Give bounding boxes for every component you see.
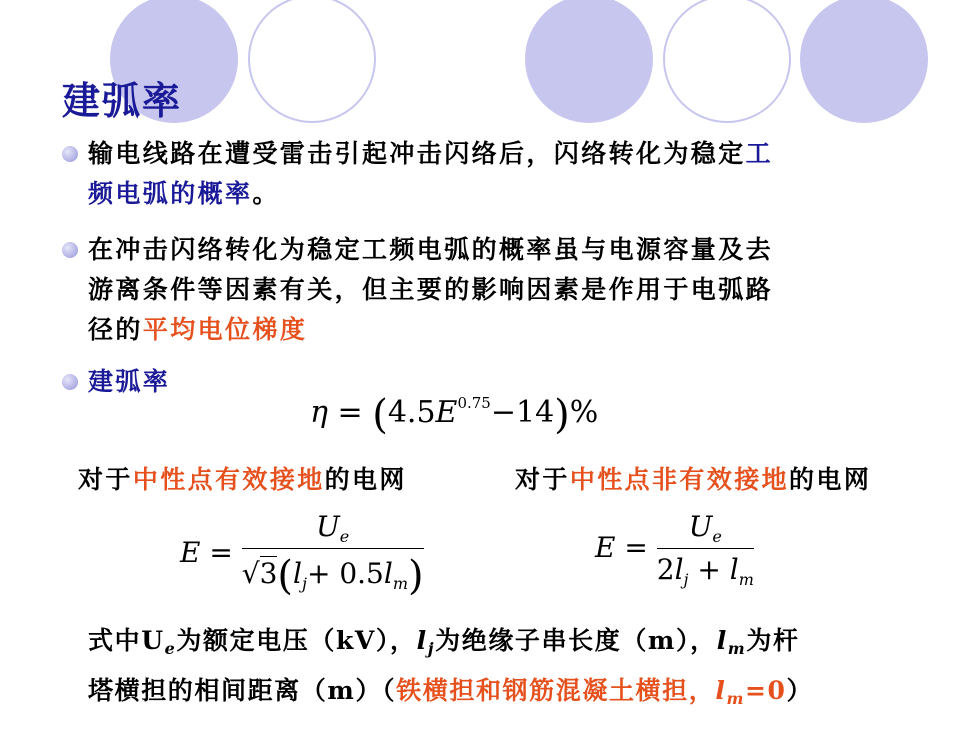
note-p5: l <box>716 626 728 655</box>
note-p9: l <box>715 676 727 705</box>
formula-left-paren-open: ( <box>277 553 294 599</box>
formula-eta: η <box>310 395 328 430</box>
note-p1: 式中U <box>88 626 165 655</box>
bullet-3-text: 建弧率 <box>88 367 171 396</box>
formula-left-root: 3 <box>259 557 278 590</box>
formula-left-denominator <box>242 549 424 599</box>
formula-left-lm-sub: m <box>392 574 408 593</box>
note-p2: 为额定电压（kV）， <box>176 626 417 655</box>
bullet-1-highlight-a: 工 <box>745 139 774 168</box>
note-p6: 为杆 <box>746 626 800 655</box>
formula-right-denominator <box>657 549 754 589</box>
bullet-text-2 <box>88 230 928 350</box>
note-p10: =0 <box>745 676 787 705</box>
formula-right-lj: l <box>674 553 684 586</box>
formula-arc-rate <box>310 392 598 438</box>
note-p4: 为绝缘子串长度（m）， <box>435 626 717 655</box>
label-effective-grounding <box>78 460 407 500</box>
bullet-1-text-b: 。 <box>252 179 280 208</box>
note-p8: 铁横担和钢筋混凝土横担， <box>396 676 716 705</box>
formula-note <box>88 620 968 720</box>
decor-circle-2 <box>248 0 376 123</box>
paren-open: ( <box>372 392 388 438</box>
label-right-prefix: 对于 <box>515 465 570 494</box>
note-p3-sub: j <box>427 639 436 658</box>
paren-close: ) <box>554 392 570 438</box>
bullet-2-highlight: 平均电位梯度 <box>142 315 308 344</box>
note-p3: l <box>416 626 428 655</box>
decor-circle-3 <box>525 0 653 123</box>
formula-left-U: U <box>316 510 340 543</box>
formula-left-eq: = <box>209 536 233 569</box>
formula-right-coef: 2 <box>656 553 675 586</box>
formula-minus14: −14 <box>490 395 555 430</box>
formula-exp: 0.75 <box>457 394 491 412</box>
bullet-dot-3 <box>62 374 78 390</box>
formula-right-plus: + <box>697 553 721 586</box>
formula-coef: 4.5 <box>387 395 436 430</box>
note-p7: 塔横担的相间距离（m）（ <box>88 676 397 705</box>
note-p9-sub: m <box>726 689 745 708</box>
bullet-dot-2 <box>62 242 78 258</box>
bullet-2-line-3: 径的 <box>88 315 143 344</box>
formula-right-lm: l <box>729 553 739 586</box>
formula-right-E: E <box>595 531 616 564</box>
formula-right-U: U <box>688 510 713 543</box>
decor-circle-5 <box>800 0 928 123</box>
formula-right-lm-sub: m <box>738 570 754 589</box>
formula-left-U-sub: e <box>339 527 350 546</box>
label-non-effective-grounding <box>515 460 871 500</box>
formula-right <box>595 510 754 589</box>
formula-right-fraction <box>657 510 754 589</box>
label-left-prefix: 对于 <box>78 465 133 494</box>
note-p5-sub: m <box>727 639 747 658</box>
formula-left-plus: + 0.5 <box>306 557 384 590</box>
formula-right-U-sub: e <box>712 527 722 546</box>
label-left-suffix: 的电网 <box>324 465 407 494</box>
formula-eq: = <box>337 395 363 430</box>
formula-left-fraction <box>242 510 424 599</box>
formula-left <box>180 510 424 599</box>
bullet-dot-1 <box>62 146 78 162</box>
formula-left-lj-sub: j <box>301 574 307 593</box>
bullet-1-highlight-b: 频电弧的概率 <box>88 179 253 208</box>
bullet-1-text-a: 输电线路在遭受雷击引起冲击闪络后，闪络转化为稳定 <box>88 139 746 168</box>
formula-right-lj-sub: j <box>683 570 689 589</box>
label-right-highlight: 中性点非有效接地 <box>569 465 790 494</box>
formula-left-E: E <box>180 536 201 569</box>
formula-left-paren-close: ) <box>407 553 424 599</box>
formula-right-eq: = <box>624 531 648 564</box>
formula-left-lj: l <box>293 557 302 590</box>
decor-circle-4 <box>663 0 791 123</box>
formula-left-numerator <box>242 510 424 549</box>
formula-E: E <box>435 395 458 430</box>
slide-title: 建弧率 <box>62 78 183 123</box>
bullet-text-1 <box>88 134 928 214</box>
note-p1-sub: e <box>164 639 177 658</box>
formula-right-numerator <box>657 510 754 549</box>
formula-left-lm: l <box>383 557 393 590</box>
label-left-highlight: 中性点有效接地 <box>132 465 325 494</box>
sqrt-icon: √ <box>241 557 260 590</box>
note-p11: ） <box>786 676 814 705</box>
bullet-2-line-1: 在冲击闪络转化为稳定工频电弧的概率虽与电源容量及去 <box>88 235 774 264</box>
label-right-suffix: 的电网 <box>789 465 872 494</box>
formula-percent: % <box>569 395 599 430</box>
bullet-2-line-2: 游离条件等因素有关，但主要的影响因素是作用于电弧路 <box>88 275 774 304</box>
